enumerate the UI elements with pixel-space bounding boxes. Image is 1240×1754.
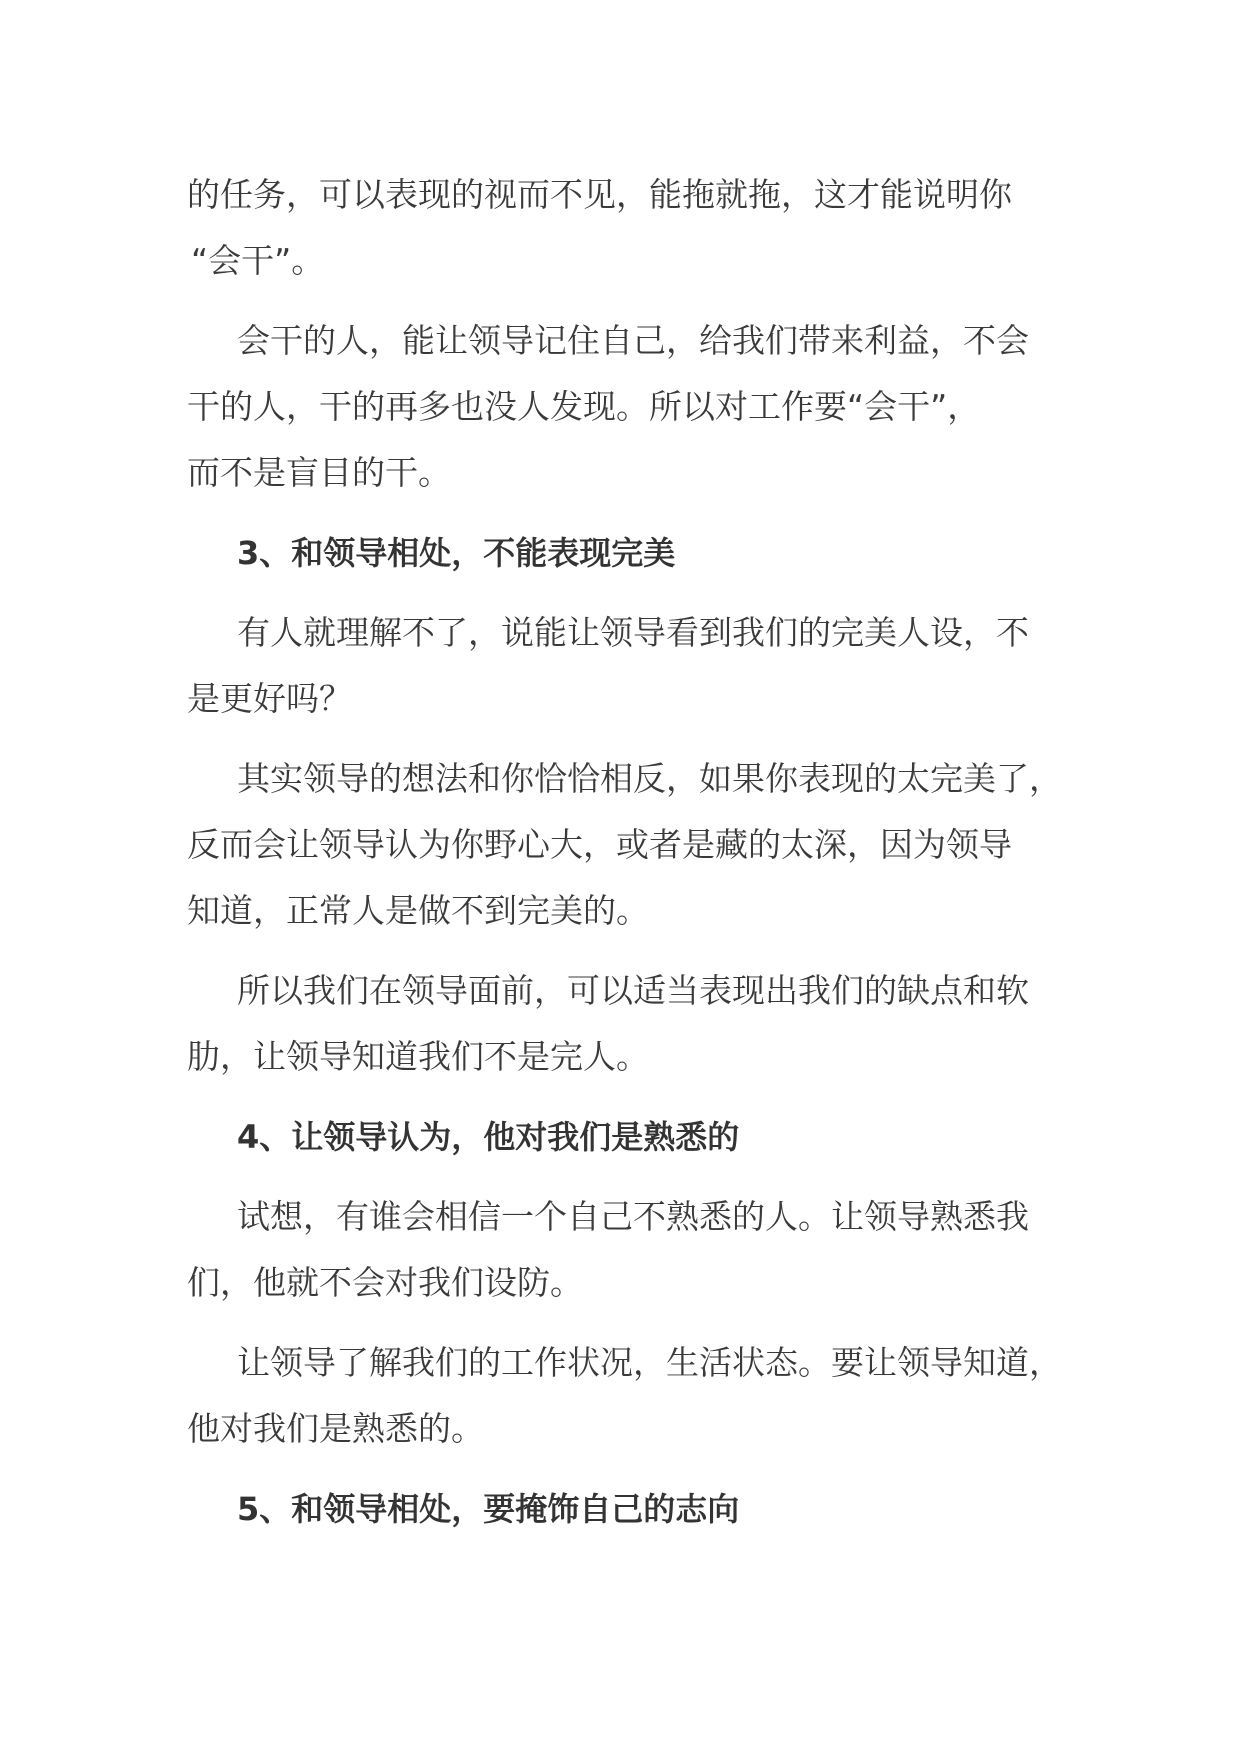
- section-heading: 4、让领导认为，他对我们是熟悉的: [237, 1118, 740, 1156]
- paragraph-line: 而不是盲目的干。: [187, 453, 451, 492]
- paragraph-line: 反而会让领导认为你野心大，或者是藏的太深，因为领导: [187, 825, 1012, 864]
- paragraph-line: 他对我们是熟悉的。: [187, 1409, 484, 1448]
- paragraph-line: 知道，正常人是做不到完美的。: [187, 891, 649, 930]
- paragraph-line: 们，他就不会对我们设防。: [187, 1263, 583, 1302]
- paragraph-line: 其实领导的想法和你恰恰相反，如果你表现的太完美了，: [237, 759, 1062, 798]
- document-body: [187, 162, 1067, 1542]
- section-heading: 5、和领导相处，要掩饰自己的志向: [237, 1490, 740, 1528]
- paragraph-line: 让领导了解我们的工作状况，生活状态。要让领导知道，: [237, 1343, 1062, 1382]
- paragraph-line: 干的人，干的再多也没人发现。所以对工作要“会干”，: [187, 387, 981, 426]
- paragraph-line: 试想，有谁会相信一个自己不熟悉的人。让领导熟悉我: [237, 1197, 1029, 1236]
- paragraph-line: 会干的人，能让领导记住自己，给我们带来利益，不会: [237, 321, 1029, 360]
- paragraph-line: “会干”。: [191, 241, 325, 280]
- section-heading: 3、和领导相处，不能表现完美: [237, 534, 676, 572]
- paragraph-line: 的任务，可以表现的视而不见，能拖就拖，这才能说明你: [187, 175, 1012, 214]
- paragraph-line: 是更好吗？: [187, 679, 352, 718]
- paragraph-line: 有人就理解不了，说能让领导看到我们的完美人设，不: [237, 613, 1029, 652]
- paragraph-line: 肋，让领导知道我们不是完人。: [187, 1037, 649, 1076]
- paragraph-line: 所以我们在领导面前，可以适当表现出我们的缺点和软: [237, 971, 1029, 1010]
